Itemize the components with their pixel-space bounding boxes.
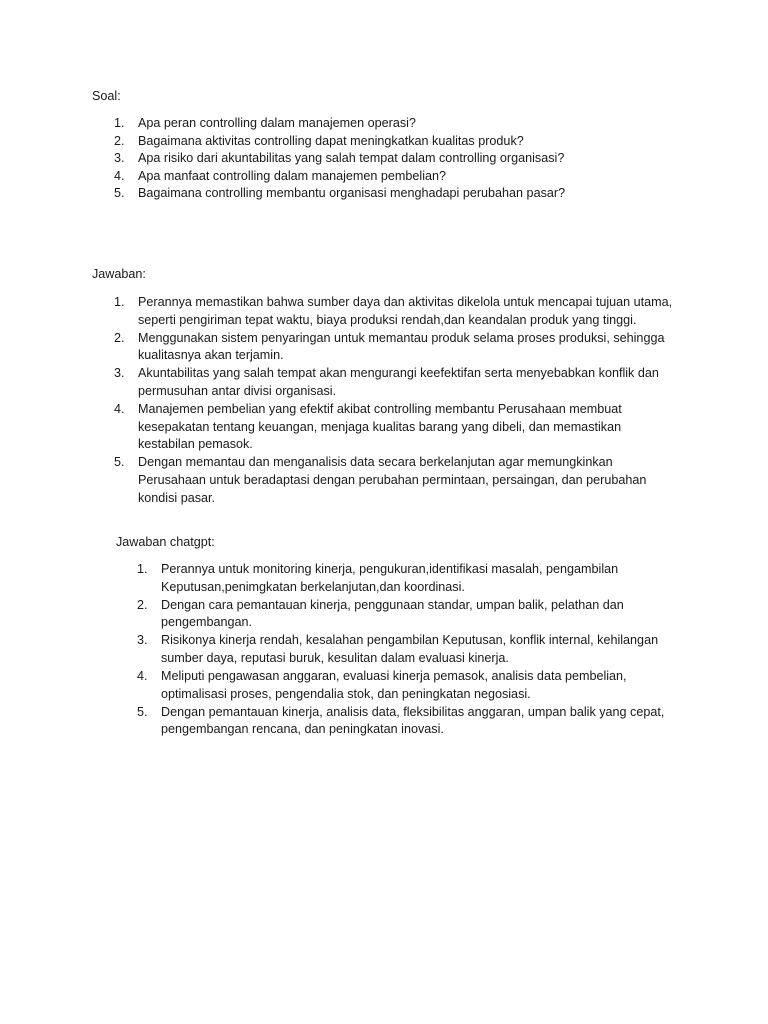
item-text: Risikonya kinerja rendah, kesalahan pengambilan Keputusan, konflik internal, kehilangan sumber daya, reputasi buruk, kesulitan dalam evaluasi kinerja. (161, 633, 659, 665)
item-number: 3. (114, 366, 125, 381)
list-item (114, 115, 698, 133)
item-number: 1. (114, 116, 125, 130)
item-number: 1. (114, 295, 125, 309)
list-item (137, 632, 681, 667)
item-number: 4. (114, 168, 125, 183)
list-item (137, 597, 681, 632)
item-number: 1. (137, 562, 148, 576)
list-item (114, 365, 678, 400)
chatgpt-heading: Jawaban chatgpt: (116, 535, 215, 549)
item-text: Dengan pemantauan kinerja, analisis data, fleksibilitas anggaran, umpan balik yang cepat, pengembangan rencana, dan peningkatan inovasi. (161, 704, 665, 737)
item-number: 2. (114, 133, 125, 148)
item-text: Bagaimana aktivitas controlling dapat meningkatkan kualitas produk? (138, 133, 524, 148)
item-number: 5. (137, 704, 148, 719)
item-text: Manajemen pembelian yang efektif akibat controlling membantu Perusahaan membuat kesepakatan tentang keuangan, menjaga kualitas barang yang dibeli, dan memastikan kestabilan pemasok. (138, 402, 622, 452)
soal-heading: Soal: (92, 89, 121, 103)
item-number: 4. (137, 669, 148, 684)
item-number: 3. (137, 633, 148, 648)
item-text: Apa peran controlling dalam manajemen operasi? (138, 116, 416, 130)
item-text: Bagaimana controlling membantu organisasi menghadapi perubahan pasar? (138, 186, 566, 201)
item-number: 2. (137, 597, 148, 612)
item-text: Meliputi pengawasan anggaran, evaluasi kinerja pemasok, analisis data pembelian, optimalisasi proses, pengendalia stok, dan peningkatan negosiasi. (161, 669, 627, 701)
item-number: 3. (114, 151, 125, 166)
item-text: Apa manfaat controlling dalam manajemen pembelian? (138, 168, 447, 183)
list-item (137, 704, 681, 739)
list-item (114, 168, 698, 186)
list-item (137, 561, 681, 596)
item-number: 4. (114, 402, 125, 417)
soal-list (114, 115, 698, 203)
item-number: 5. (114, 186, 125, 201)
item-text: Dengan cara pemantauan kinerja, penggunaan standar, umpan balik, pelathan dan pengembangan. (161, 597, 624, 630)
item-text: Dengan memantau dan menganalisis data secara berkelanjutan agar memungkinkan Perusahaan untuk beradaptasi dengan perubahan permintaan, persaingan, dan perubahan kondisi pasar. (138, 455, 647, 505)
item-number: 2. (114, 330, 125, 345)
list-item (114, 185, 698, 203)
item-number: 5. (114, 455, 125, 470)
jawaban-list (114, 294, 678, 508)
list-item (137, 668, 681, 703)
list-item (114, 454, 678, 507)
jawaban-heading: Jawaban: (92, 267, 146, 281)
list-item (114, 294, 678, 329)
list-item (114, 401, 678, 454)
item-text: Perannya untuk monitoring kinerja, pengukuran,identifikasi masalah, pengambilan Keputusan,penimgkatan berkelanjutan,dan koordinasi. (161, 562, 619, 594)
item-text: Apa risiko dari akuntabilitas yang salah tempat dalam controlling organisasi? (138, 151, 565, 166)
list-item (114, 330, 678, 365)
chatgpt-list (137, 561, 681, 739)
item-text: Akuntabilitas yang salah tempat akan mengurangi keefektifan serta menyebabkan konflik dan permusuhan antar divisi organisasi. (138, 366, 659, 398)
item-text: Perannya memastikan bahwa sumber daya dan aktivitas dikelola untuk mencapai tujuan utama, seperti pengiriman tepat waktu, biaya produksi rendah,dan keandalan produk yang tinggi. (138, 295, 673, 327)
list-item (114, 133, 698, 151)
item-text: Menggunakan sistem penyaringan untuk memantau produk selama proses produksi, sehingga kualitasnya akan terjamin. (138, 330, 665, 363)
list-item (114, 150, 698, 168)
